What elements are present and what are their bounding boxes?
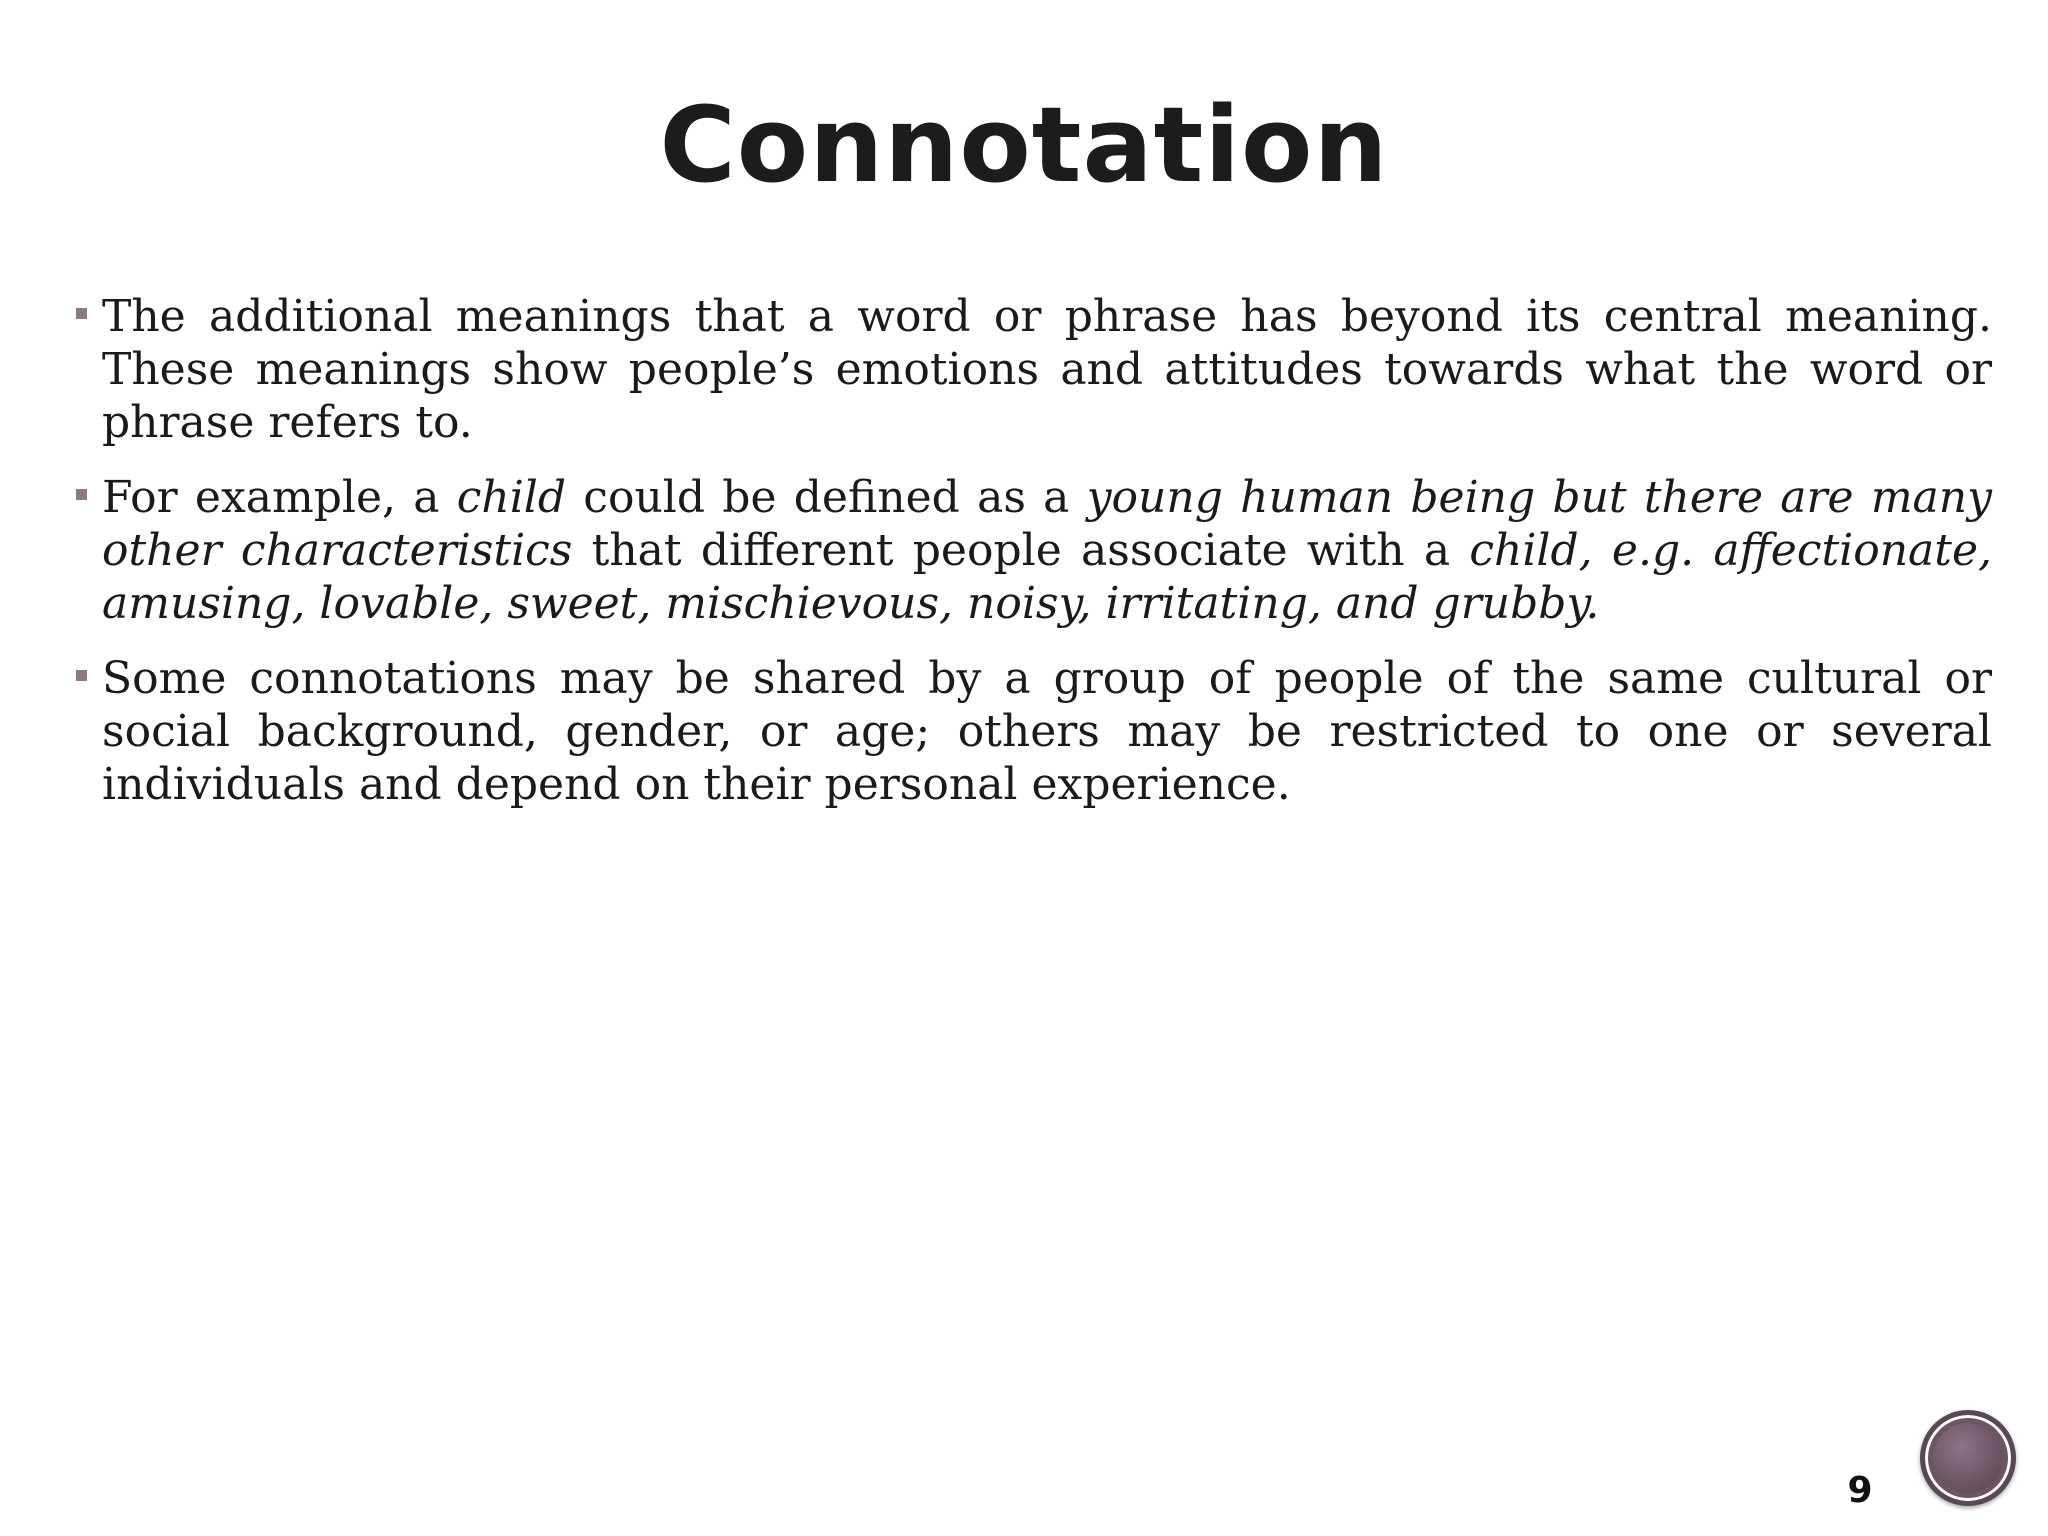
bullet-text-segment: For example, a (102, 472, 457, 523)
bullet-text-segment-italic: child, e.g. affectionate, amusing, lovable, sweet, mischievous, noisy, irritating, and grubby. (102, 525, 1992, 629)
bullet-item (72, 652, 1992, 811)
bullet-item (72, 471, 1992, 630)
bullet-square-icon (76, 489, 87, 500)
bullet-text: Some connotations may be shared by a group of people of the same cultural or social background, gender, or age; others may be restricted to one or several individuals and depend on their personal experience. (102, 653, 1992, 810)
bullet-text: The additional meanings that a word or phrase has beyond its central meaning. These meanings show people’s emotions and attitudes towards what the word or phrase refers to. (102, 291, 1992, 448)
bullet-list (72, 290, 1992, 833)
slide-nav-circle-icon[interactable] (1920, 1410, 2016, 1506)
bullet-square-icon (76, 308, 87, 319)
bullet-square-icon (76, 670, 87, 681)
bullet-text-segment: that different people associate with a (572, 525, 1470, 576)
bullet-item (72, 290, 1992, 449)
bullet-text-segment: could be defined as a (566, 472, 1087, 523)
nav-circle-inner (1933, 1423, 2003, 1493)
bullet-text-segment-italic: child (456, 472, 567, 523)
slide-title: Connotation (659, 84, 1389, 206)
page-number: 9 (1847, 1470, 1873, 1511)
bullet-text-segment-italic: young human being but there are many other characteristics (102, 472, 1992, 576)
